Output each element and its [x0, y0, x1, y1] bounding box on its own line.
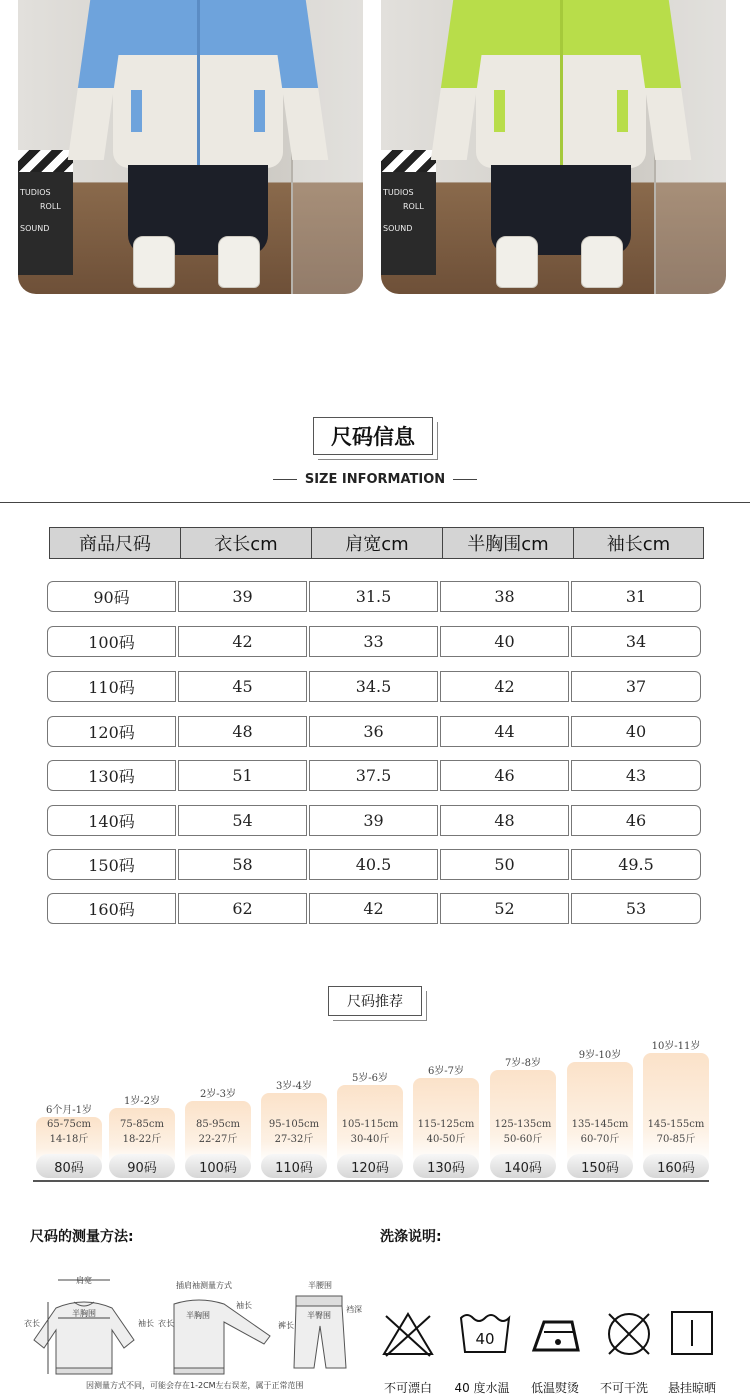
length-label: 衣长	[24, 1319, 40, 1328]
weight-range: 60-70斤	[580, 1134, 620, 1145]
measure-cell: 34.5	[309, 671, 438, 702]
measure-cell: 58	[178, 849, 307, 880]
clapper-text: TUDIOS	[20, 188, 51, 197]
table-row	[47, 893, 701, 924]
shoe	[581, 236, 623, 288]
age-label: 2岁-3岁	[199, 1089, 237, 1100]
recommend-bar	[413, 1078, 479, 1162]
size-pill: 120码	[337, 1154, 403, 1178]
measure-cell: 48	[178, 716, 307, 747]
wash-40-icon	[457, 1308, 513, 1358]
care-label: 悬挂晾晒	[667, 1381, 716, 1395]
measure-cell: 38	[440, 581, 569, 612]
measure-cell: 39	[309, 805, 438, 836]
shoe	[133, 236, 175, 288]
clapper-text: ROLL	[403, 202, 424, 211]
low-iron-icon	[528, 1308, 584, 1358]
measure-cell: 31	[571, 581, 701, 612]
measure-title: 尺码的测量方法:	[30, 1229, 134, 1245]
waist-label: 半腰围	[308, 1281, 332, 1290]
measure-cell: 34	[571, 626, 701, 657]
chest-label: 半胸围	[72, 1309, 96, 1318]
table-row	[47, 849, 701, 880]
size-cell: 100码	[47, 626, 176, 657]
size-pill: 100码	[185, 1154, 251, 1178]
product-photo-green	[381, 0, 726, 294]
age-label: 9岁-10岁	[578, 1050, 622, 1061]
measure-cell: 46	[571, 805, 701, 836]
clapperboard	[381, 150, 436, 275]
size-pill: 150码	[567, 1154, 633, 1178]
size-cell: 120码	[47, 716, 176, 747]
measure-diagram	[24, 1276, 362, 1378]
size-pill: 130码	[413, 1154, 479, 1178]
weight-range: 30-40斤	[350, 1134, 390, 1145]
age-label: 1岁-2岁	[123, 1096, 161, 1107]
raglan-sleeve-label: 袖长	[236, 1301, 252, 1310]
measure-cell: 37	[571, 671, 701, 702]
size-pill: 80码	[36, 1154, 102, 1178]
clapper-text: ROLL	[40, 202, 61, 211]
raglan-length-label: 衣长	[158, 1319, 174, 1328]
recommend-bar	[643, 1053, 709, 1162]
height-range: 135-145cm	[571, 1119, 629, 1130]
size-cell: 90码	[47, 581, 176, 612]
clapper-text: SOUND	[20, 224, 50, 233]
age-label: 3岁-4岁	[275, 1081, 313, 1092]
measure-cell: 42	[440, 671, 569, 702]
pants-diagram	[294, 1296, 346, 1368]
measure-cell: 53	[571, 893, 701, 924]
weight-range: 14-18斤	[49, 1134, 89, 1145]
header-cell: 肩宽cm	[312, 528, 443, 558]
header-cell: 袖长cm	[574, 528, 703, 558]
age-label: 7岁-8岁	[504, 1058, 542, 1069]
age-label: 6岁-7岁	[427, 1066, 465, 1077]
header-cell: 衣长cm	[181, 528, 312, 558]
sleeve-label: 袖长	[138, 1319, 154, 1328]
shoe	[496, 236, 538, 288]
measure-cell: 37.5	[309, 760, 438, 791]
header-cell: 半胸围cm	[443, 528, 574, 558]
recommend-bar	[337, 1085, 403, 1162]
measure-cell: 51	[178, 760, 307, 791]
measure-cell: 62	[178, 893, 307, 924]
measure-cell: 50	[440, 849, 569, 880]
hip-label: 半臀围	[307, 1311, 331, 1320]
size-table-header	[49, 527, 704, 559]
recommend-bar	[567, 1062, 633, 1162]
table-row	[47, 805, 701, 836]
recommend-title: 尺码推荐	[328, 986, 422, 1016]
measure-cell: 44	[440, 716, 569, 747]
size-info-subtitle	[0, 472, 750, 487]
height-range: 75-85cm	[120, 1119, 164, 1130]
pants-length-label: 裤长	[278, 1321, 294, 1330]
age-label: 5岁-6岁	[351, 1073, 389, 1084]
size-pill: 90码	[109, 1154, 175, 1178]
recommend-bar	[261, 1093, 327, 1162]
header-cell: 商品尺码	[50, 528, 181, 558]
recommend-baseline	[33, 1180, 709, 1182]
clapper-text: SOUND	[383, 224, 413, 233]
clapperboard	[18, 150, 73, 275]
size-cell: 140码	[47, 805, 176, 836]
measure-cell: 49.5	[571, 849, 701, 880]
measure-cell: 54	[178, 805, 307, 836]
measure-cell: 42	[309, 893, 438, 924]
age-label: 10岁-11岁	[651, 1041, 701, 1052]
jacket	[113, 0, 283, 168]
no-dry-clean-icon	[601, 1308, 657, 1358]
measure-cell: 52	[440, 893, 569, 924]
weight-range: 18-22斤	[122, 1134, 162, 1145]
recommend-bar	[490, 1070, 556, 1162]
measure-cell: 40	[571, 716, 701, 747]
height-range: 95-105cm	[268, 1119, 320, 1130]
weight-range: 40-50斤	[426, 1134, 466, 1145]
care-label: 不可漂白	[383, 1381, 432, 1395]
wash-temp-text: 40	[475, 1330, 495, 1348]
table-row	[47, 716, 701, 747]
rise-label: 裆深	[346, 1305, 362, 1314]
age-label: 6个月-1岁	[45, 1105, 93, 1116]
recommend-bar	[185, 1101, 251, 1162]
table-row	[47, 760, 701, 791]
subtitle-text: SIZE INFORMATION	[304, 472, 446, 487]
hang-dry-icon	[664, 1308, 720, 1358]
table-row	[47, 671, 701, 702]
size-cell: 160码	[47, 893, 176, 924]
size-pill: 160码	[643, 1154, 709, 1178]
size-pill: 140码	[490, 1154, 556, 1178]
measure-cell: 42	[178, 626, 307, 657]
table-row	[47, 626, 701, 657]
height-range: 125-135cm	[494, 1119, 552, 1130]
height-range: 145-155cm	[647, 1119, 705, 1130]
weight-range: 22-27斤	[198, 1134, 238, 1145]
size-pill: 110码	[261, 1154, 327, 1178]
table-row	[47, 581, 701, 612]
raglan-title: 插肩袖测量方式	[176, 1281, 232, 1290]
shoulder-label: 肩宽	[76, 1276, 92, 1285]
clapper-text: TUDIOS	[383, 188, 414, 197]
measure-cell: 48	[440, 805, 569, 836]
raglan-chest-label: 半胸围	[186, 1311, 210, 1320]
height-range: 105-115cm	[341, 1119, 399, 1130]
product-photo-blue	[18, 0, 363, 294]
shoe	[218, 236, 260, 288]
jacket	[476, 0, 646, 168]
size-info-title: 尺码信息	[313, 417, 433, 455]
measure-cell: 33	[309, 626, 438, 657]
measure-cell: 40	[440, 626, 569, 657]
height-range: 85-95cm	[196, 1119, 240, 1130]
height-range: 65-75cm	[47, 1119, 91, 1130]
measure-cell: 46	[440, 760, 569, 791]
no-bleach-icon	[380, 1308, 436, 1358]
measure-cell: 43	[571, 760, 701, 791]
size-cell: 150码	[47, 849, 176, 880]
divider	[0, 502, 750, 503]
washing-title: 洗涤说明:	[380, 1229, 442, 1245]
size-cell: 110码	[47, 671, 176, 702]
care-label: 40 度水温	[454, 1381, 510, 1395]
weight-range: 50-60斤	[503, 1134, 543, 1145]
measure-cell: 36	[309, 716, 438, 747]
measure-note: 因测量方式不同，可能会存在1-2CM左右误差，属于正常范围	[86, 1381, 304, 1390]
height-range: 115-125cm	[417, 1119, 475, 1130]
size-cell: 130码	[47, 760, 176, 791]
measure-cell: 31.5	[309, 581, 438, 612]
weight-range: 70-85斤	[656, 1134, 696, 1145]
measure-cell: 39	[178, 581, 307, 612]
care-label: 低温熨烫	[530, 1381, 579, 1395]
measure-cell: 45	[178, 671, 307, 702]
measure-cell: 40.5	[309, 849, 438, 880]
care-label: 不可干洗	[599, 1381, 648, 1395]
weight-range: 27-32斤	[274, 1134, 314, 1145]
